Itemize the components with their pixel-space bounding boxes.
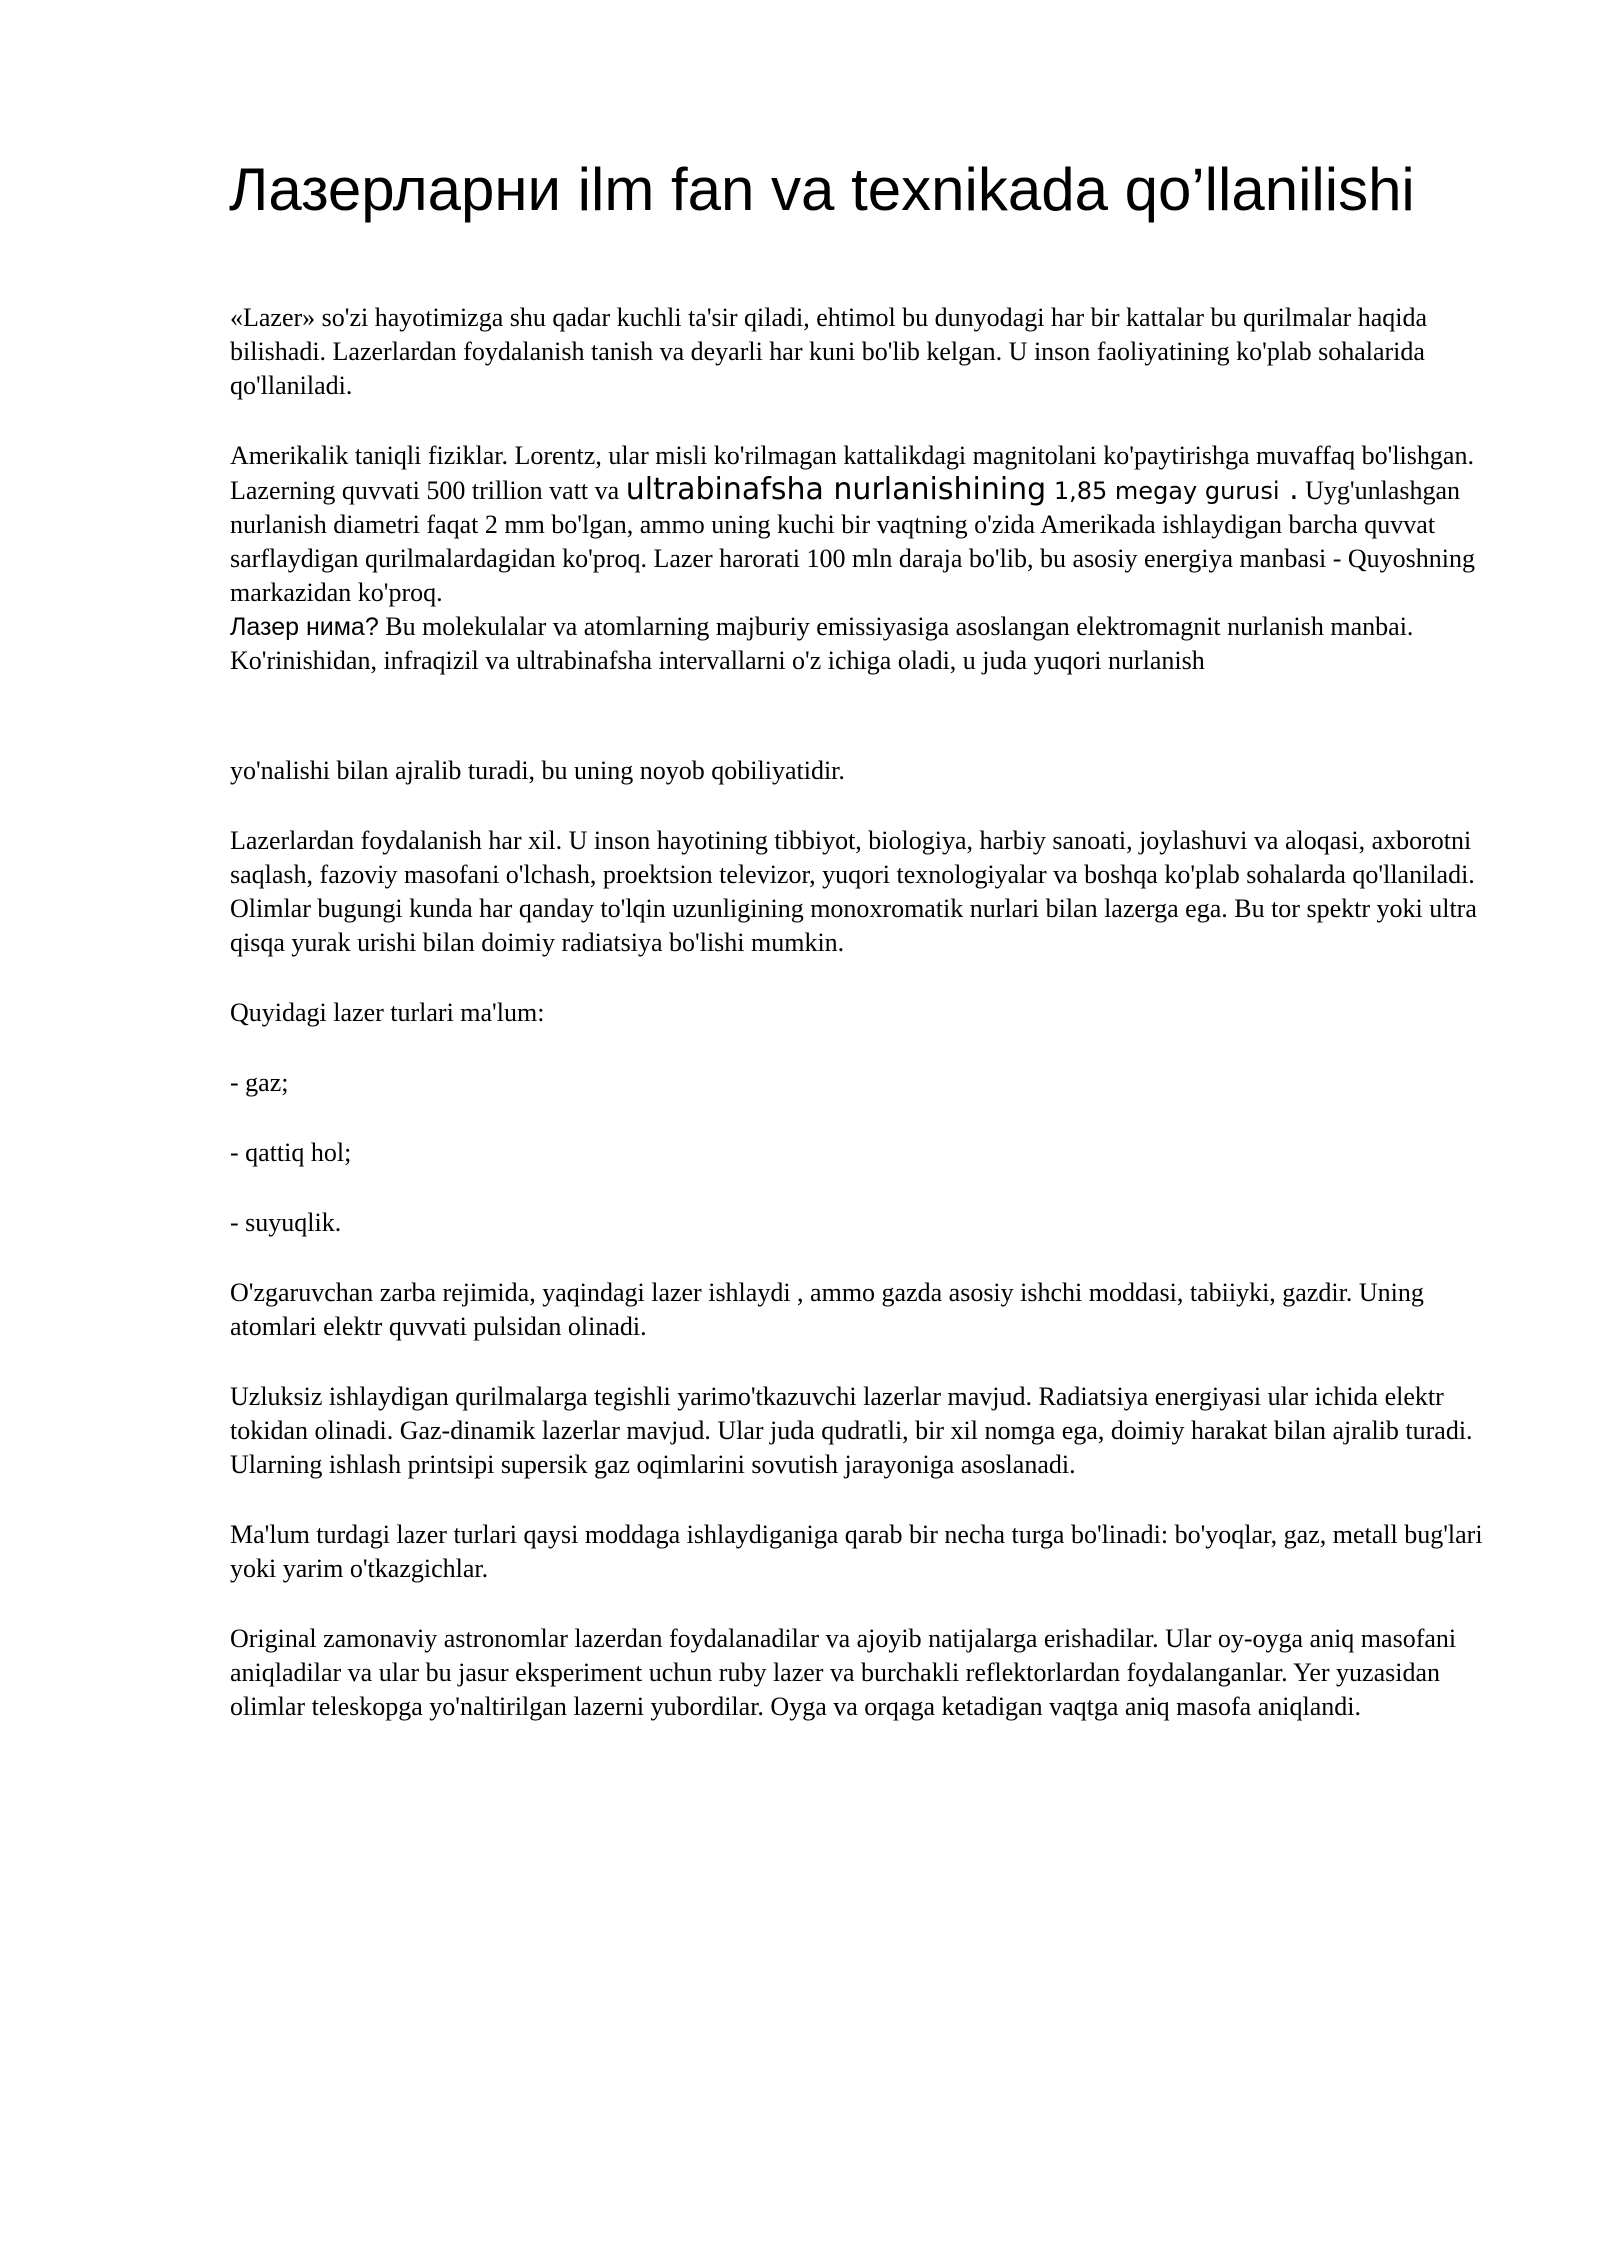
- document-title: Лазерларни ilm fan va texnikada qo’llanilishi: [229, 156, 1415, 223]
- paragraph-astronomers: Original zamonaviy astronomlar lazerdan foydalanadilar va ajoyib natijalarga erishadilar. Ular oy-oyga aniq masofani aniqladilar va ular bu jasur eksperiment uchun ruby lazer va burchakli reflektorlardan foydalanganlar. Yer yuzasidan olimlar teleskopga yo'naltirilgan lazerni yubordilar. Oyga va orqaga ketadigan vaqtga aniq masofa aniqlandi.: [230, 1624, 1457, 1721]
- paragraph-intro: «Lazer» so'zi hayotimizga shu qadar kuchli ta'sir qiladi, ehtimol bu dunyodagi har bir kattalar bu qurilmalar haqida bilishadi. Lazerlardan foydalanish tanish va deyarli har kuni bo'lib kelgan. U inson faoliyatining ko'plab sohalarida qo'llaniladi.: [230, 303, 1428, 400]
- paragraph-direction: yo'nalishi bilan ajralib turadi, bu uning noyob qobiliyatidir.: [230, 756, 845, 785]
- paragraph-what-is-laser-heading: Лазер нима?: [230, 613, 379, 641]
- paragraph-laser-types-intro: Quyidagi lazer turlari ma'lum:: [230, 998, 545, 1027]
- paragraph-physicists-text-c: 1,85 megay gurusi: [1046, 477, 1280, 505]
- paragraph-physicists-text-a: Amerikalik taniqli fiziklar. Lorentz, ular misli ko'rilmagan kattalikdagi magnitolani ko'paytirishga muvaffaq bo'lishgan. Lazerning quvvati 500 trillion vatt va: [230, 441, 1474, 505]
- list-item: - gaz;: [230, 1068, 289, 1097]
- paragraph-semiconductor: Uzluksiz ishlaydigan qurilmalarga tegishli yarimo'tkazuvchi lazerlar mavjud. Radiatsiya energiyasi ular ichida elektr tokidan olinadi. Gaz-dinamik lazerlar mavjud. Ular juda qudratli, bir xil nomga ega, doimiy harakat bilan ajralib turadi. Ularning ishlash printsipi supersik gaz oqimlarini sovutish jarayoniga asoslanadi.: [230, 1382, 1473, 1479]
- paragraph-physicists-text-e: Uyg'unlashgan nurlanish diametri faqat 2 mm bo'lgan, ammo uning kuchi bir vaqtning o'zida Amerikada ishlaydigan barcha quvvat sarflaydigan qurilmalardagidan ko'proq. Lazer harorati 100 mln daraja bo'lib, bu asosiy energiya manbasi - Quyoshning markazidan ko'proq.: [230, 476, 1475, 607]
- paragraph-what-is-laser: [230, 610, 1490, 678]
- paragraph-substance-types: Ma'lum turdagi lazer turlari qaysi moddaga ishlaydiganiga qarab bir necha turga bo'linadi: bo'yoqlar, gaz, metall bug'lari yoki yarim o'tkazgichlar.: [230, 1520, 1483, 1583]
- paragraph-pulse-mode: O'zgaruvchan zarba rejimida, yaqindagi lazer ishlaydi , ammo gazda asosiy ishchi moddasi, tabiiyki, gazdir. Uning atomlari elektr quvvati pulsidan olinadi.: [230, 1278, 1424, 1341]
- list-item: - suyuqlik.: [230, 1208, 342, 1237]
- paragraph-physicists-dot: .: [1279, 472, 1299, 507]
- document-body: [230, 301, 1490, 1724]
- paragraph-applications: Lazerlardan foydalanish har xil. U inson hayotining tibbiyot, biologiya, harbiy sanoati, joylashuvi va aloqasi, axborotni saqlash, fazoviy masofani o'lchash, proektsion televizor, yuqori texnologiyalar va boshqa ko'plab sohalarda qo'llaniladi. Olimlar bugungi kunda har qanday to'lqin uzunligining monoxromatik nurlari bilan lazerga ega. Bu tor spektr yoki ultra qisqa yurak urishi bilan doimiy radiatsiya bo'lishi mumkin.: [230, 826, 1477, 957]
- paragraph-physicists-emphasis: ultrabinafsha nurlanishining: [625, 472, 1047, 507]
- list-item: - qattiq hol;: [230, 1138, 352, 1167]
- paragraph-what-is-laser-text: Bu molekulalar va atomlarning majburiy emissiyasiga asoslangan elektromagnit nurlanish manbai. Ko'rinishidan, infraqizil va ultrabinafsha intervallarni o'z ichiga oladi, u juda yuqori nurlanish: [230, 612, 1414, 675]
- paragraph-physicists: [230, 439, 1490, 610]
